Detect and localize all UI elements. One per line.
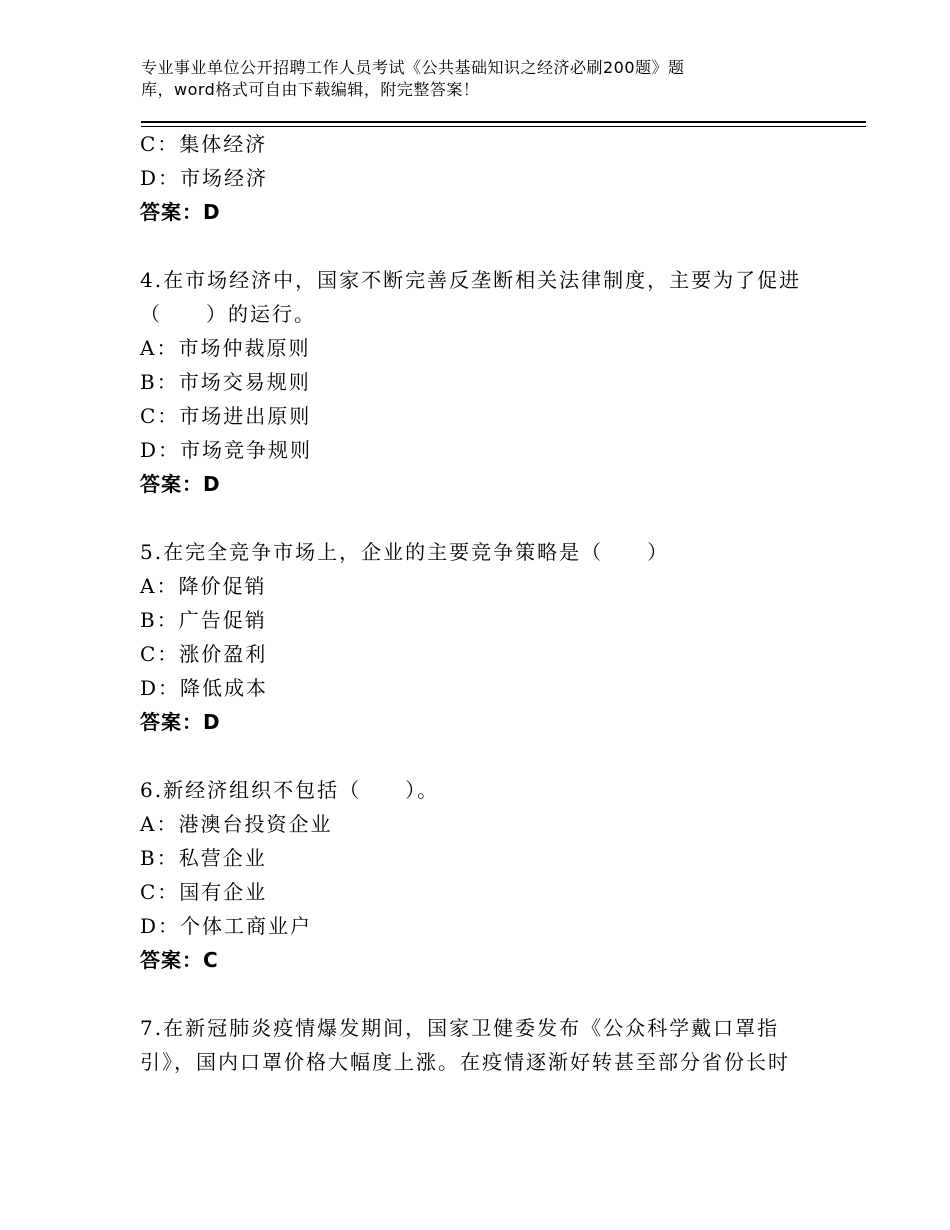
question-stem: 6.新经济组织不包括（ ）。: [140, 778, 440, 802]
option-a: A：市场仲裁原则: [140, 336, 311, 360]
option-c: C：国有企业: [140, 880, 268, 904]
question-5: [140, 535, 820, 739]
question-stem: 7.在新冠肺炎疫情爆发期间，国家卫健委发布《公众科学戴口罩指: [140, 1016, 780, 1040]
question-stem-cont: 引》，国内口罩价格大幅度上涨。在疫情逐渐好转甚至部分省份长时: [140, 1050, 790, 1074]
spacer: [140, 739, 820, 773]
option-c: C：市场进出原则: [140, 404, 312, 428]
spacer: [140, 977, 820, 1011]
spacer: [140, 501, 820, 535]
question-4: [140, 263, 820, 501]
option-a: A：降价促销: [140, 574, 267, 598]
answer: 答案：C: [140, 948, 219, 972]
question-3-tail: [140, 127, 820, 229]
answer: 答案：D: [140, 710, 221, 734]
option-d: D：市场竞争规则: [140, 438, 313, 462]
question-6: [140, 773, 820, 977]
option-b: B：广告促销: [140, 608, 267, 632]
option-d: D：降低成本: [140, 676, 269, 700]
question-stem: 5.在完全竞争市场上，企业的主要竞争策略是（ ）: [140, 540, 670, 564]
header-line-1: 专业事业单位公开招聘工作人员考试《公共基础知识之经济必刷200题》题: [141, 58, 685, 77]
option-d: D：个体工商业户: [140, 914, 313, 938]
spacer: [140, 229, 820, 263]
header-line-2: 库，word格式可自由下载编辑，附完整答案！: [141, 80, 480, 99]
option-c: C：集体经济: [140, 132, 268, 156]
answer: 答案：D: [140, 200, 221, 224]
answer: 答案：D: [140, 472, 221, 496]
option-b: B：私营企业: [140, 846, 267, 870]
question-stem: 4.在市场经济中，国家不断完善反垄断相关法律制度，主要为了促进: [140, 268, 802, 292]
question-content: [140, 127, 820, 1079]
document-header: [141, 57, 801, 101]
option-d: D：市场经济: [140, 166, 269, 190]
option-c: C：涨价盈利: [140, 642, 268, 666]
question-7: [140, 1011, 820, 1079]
question-stem-cont: （ ）的运行。: [140, 302, 316, 326]
option-a: A：港澳台投资企业: [140, 812, 333, 836]
option-b: B：市场交易规则: [140, 370, 311, 394]
